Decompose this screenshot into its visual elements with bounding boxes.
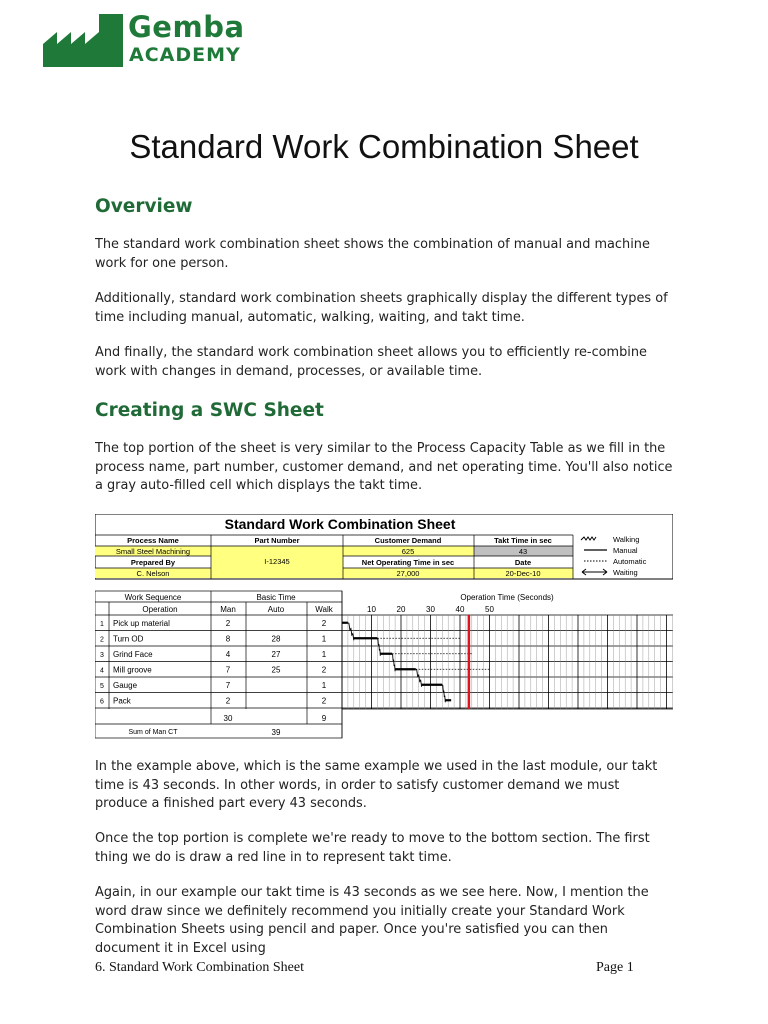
row-walk-time: 2: [321, 665, 327, 675]
walking-time-zigzag: [442, 685, 445, 703]
row-number: 2: [100, 636, 104, 644]
walking-time-zigzag: [348, 623, 354, 641]
time-tick-label: 20: [396, 605, 406, 614]
value-net-operating-time: 27,000: [396, 569, 420, 578]
overview-paragraph-1: The standard work combination sheet shows the combination of manual and machine work for one person.: [95, 237, 650, 271]
row-operation: Pack: [113, 696, 131, 706]
row-walk-time: 1: [321, 634, 327, 644]
header-operation: Operation: [142, 605, 178, 614]
logo-wordmark-gemba: Gemba: [128, 10, 245, 44]
sheet-title: Standard Work Combination Sheet: [224, 516, 456, 532]
operation-time-grid: [342, 615, 672, 709]
row-walk-time: 2: [321, 696, 327, 706]
time-tick-label: 50: [485, 605, 494, 614]
row-operation: Pick up material: [113, 619, 170, 628]
walking-time-zigzag: [392, 654, 395, 672]
time-tick-label: 40: [455, 605, 465, 614]
after-paragraph-3: Again, in our example our takt time is 43 seconds as we see here. Now, I mention the word draw since we definitely recommend you initially create your Standard Work Combination Sheets using pencil and paper. Once you're satisfied you can then document it in Excel using: [95, 885, 649, 956]
label-takt-time: Takt Time in sec: [494, 536, 552, 545]
row-walk-time: 1: [321, 681, 327, 690]
row-man-time: 2: [225, 696, 231, 706]
overview-heading: Overview: [95, 196, 193, 217]
row-man-time: 7: [225, 681, 231, 690]
row-walk-time: 1: [321, 650, 327, 659]
row-man-time: 4: [225, 650, 231, 659]
label-prepared-by: Prepared By: [130, 558, 176, 567]
header-basic-time: Basic Time: [256, 593, 296, 602]
row-number: 6: [100, 698, 104, 706]
row-auto-time: 27: [271, 650, 281, 659]
label-net-operating-time: Net Operating Time in sec: [361, 558, 455, 567]
sum-of-man-ct-label: Sum of Man CT: [128, 729, 178, 736]
total-man: 30: [223, 714, 233, 723]
swc-sheet-figure: [95, 514, 673, 740]
legend-manual: Manual: [613, 546, 638, 555]
row-number: 1: [100, 621, 104, 628]
time-tick-label: 30: [426, 605, 435, 614]
row-operation: Grind Face: [113, 650, 153, 659]
row-man-time: 8: [225, 634, 231, 644]
row-number: 5: [100, 683, 104, 690]
row-operation: Gauge: [113, 681, 138, 690]
overview-paragraph-3: And finally, the standard work combination sheet allows you to efficiently re-combine work with changes in demand, processes, or available time.: [95, 345, 647, 379]
row-auto-time: 28: [271, 634, 281, 644]
row-man-time: 7: [225, 665, 231, 675]
label-part-number: Part Number: [254, 536, 300, 545]
footer-page-number: Page 1: [596, 960, 634, 975]
creating-paragraph-1: The top portion of the sheet is very similar to the Process Capacity Table as we fill in the process name, part number, customer demand, and net operating time. You'll also notice a gray auto-filled cell which displays the takt time.: [95, 441, 673, 493]
walking-time-zigzag: [377, 638, 380, 656]
legend-walking: Walking: [613, 535, 640, 544]
legend-waiting: Waiting: [613, 568, 638, 577]
row-walk-time: 2: [321, 619, 327, 628]
footer-section-title: 6. Standard Work Combination Sheet: [95, 960, 304, 975]
row-operation: Mill groove: [113, 665, 152, 675]
value-customer-demand: 625: [401, 547, 415, 556]
label-process-name: Process Name: [127, 536, 179, 545]
row-number: 3: [100, 652, 104, 659]
after-paragraph-2: Once the top portion is complete we're ready to move to the bottom section. The first thing we do is draw a red line in to represent takt time.: [95, 831, 650, 865]
value-date: 20-Dec-10: [505, 569, 541, 578]
legend-automatic: Automatic: [613, 557, 647, 566]
row-number: 4: [100, 667, 104, 675]
value-prepared-by: C. Nelson: [136, 569, 170, 578]
value-part-number: I-12345: [264, 557, 290, 566]
after-paragraph-1: In the example above, which is the same example we used in the last module, our takt time is 43 seconds. In other words, in order to satisfy customer demand we must produce a finished part every 43 seconds.: [95, 759, 658, 811]
row-man-time: 2: [225, 619, 231, 628]
row-auto-time: 25: [271, 665, 281, 675]
row-operation: Turn OD: [113, 634, 144, 644]
header-man: Man: [220, 605, 236, 614]
header-auto: Auto: [267, 605, 285, 614]
logo-wordmark-academy: ACADEMY: [129, 44, 241, 66]
creating-swc-heading: Creating a SWC Sheet: [95, 400, 324, 421]
operation-time-lines: [342, 615, 490, 709]
label-customer-demand: Customer Demand: [374, 536, 442, 545]
time-tick-label: 10: [367, 605, 376, 614]
label-date: Date: [514, 558, 532, 567]
value-process-name: Small Steel Machining: [115, 547, 191, 556]
header-work-sequence: Work Sequence: [124, 593, 182, 602]
page-title: Standard Work Combination Sheet: [129, 128, 639, 165]
total-walk: 9: [321, 714, 327, 723]
header-operation-time: Operation Time (Seconds): [460, 593, 554, 602]
overview-paragraph-2: Additionally, standard work combination sheets graphically display the different types of time including manual, automatic, walking, waiting, and takt time.: [95, 291, 668, 325]
header-walk: Walk: [315, 605, 333, 614]
sum-of-man-ct-value: 39: [271, 728, 281, 737]
value-takt-time: 43: [518, 547, 528, 556]
